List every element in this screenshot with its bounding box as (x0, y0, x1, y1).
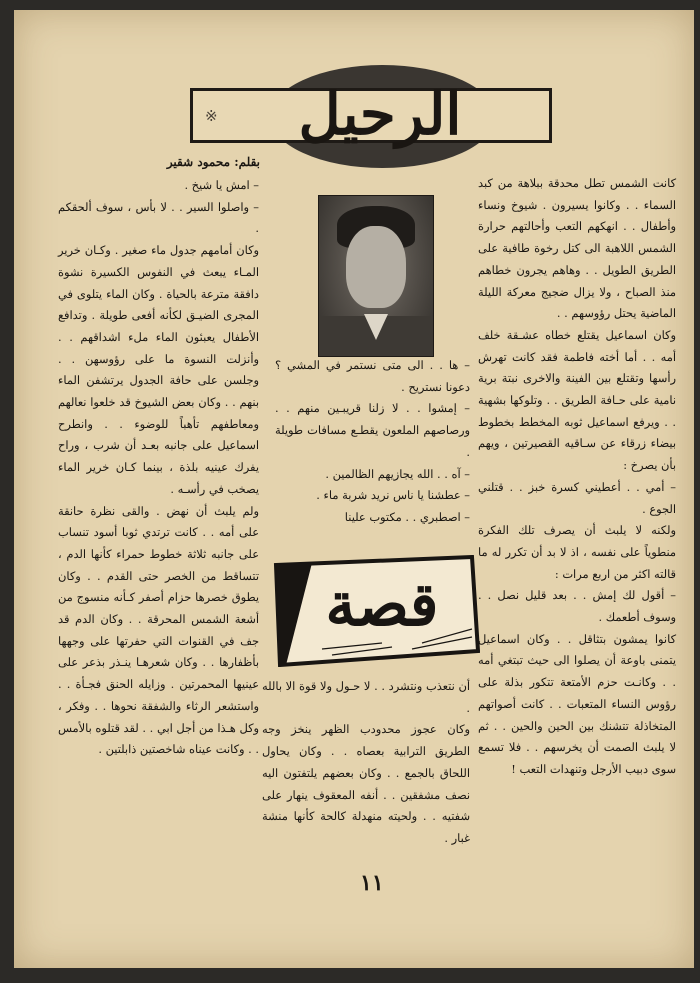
paragraph: كانوا يمشون بتثاقل . . وكان اسماعيل يتمنى باوعة أن يصلوا الى حيث تبتغي أمه . . وكانـت حزم الأمتعة تتكور بذلة على رؤوس النساء المتعبات . . كانت أصواتهم المتخاذلة تتشنك بين الحين والحين . . ثم لا يلبث الصمت أن يخرسهم . . فلا تسمع سوى دبيب الأرجل وتنهدات التعب ! (478, 631, 676, 776)
paragraph: أن نتعذب ونتشرد . . لا حـول ولا قوة الا بالله . (262, 679, 470, 715)
paragraph: – عطشنا يا ناس نريد شربة ماء . (316, 488, 470, 503)
paragraph: – أقول لك إمش . . بعد قليل نصل . . وسوف أطعمك . (478, 588, 676, 625)
text-column-middle-lower (262, 676, 470, 850)
paragraph: ولكنه لا يلبث أن يصرف تلك الفكرة منطوياً على نفسه ، اذ لا بد أن تكرر له ما قالته اكثر من اربع مرات : (478, 523, 676, 581)
story-section-logo (272, 555, 480, 667)
paragraph: وكان عجوز محدودب الظهر ينخز وجه الطريق الترابية بعصاه . . وكان يحاول اللحاق بالجمع . . وكان بعضهم يلتفتون اليه نصف مشفقين . . أنفه المعقوف ينهار على شفتيه . . ولحيته منهدلة كالحة كأنها منشة غبار . (262, 722, 470, 845)
paragraph: – أمي . . أعطيني كسرة خبز . . قتلني الجوع . (478, 479, 676, 516)
paragraph: – امش يا شيخ . (184, 178, 259, 192)
paragraph: – ها . . الى متى نستمر في المشي ؟ دعونا نستريح . (275, 358, 470, 394)
portrait-face (346, 226, 406, 308)
author-portrait-photo (318, 195, 434, 357)
paragraph: – واصلوا السير . . لا بأس ، سوف ألحقكم . (58, 199, 259, 236)
paragraph: كانت الشمس تطل محدقة ببلاهة من كبد السماء . . وكانوا يسيرون . شيوخ ونساء وأطفال . . انهكهم التعب وأحالتهم حرارة الشمس اللاهبة الى كتل رخوة طافية على الطريق الطويل . . وهاهم يجرون خطاهم منذ الصباح ، ولا يزال ضجيج معركة الليلة الماضية يحتل رؤوسهم . . (478, 176, 676, 321)
paragraph: ولم يلبث أن نهض . والقى نظرة حانقة على أمه . . كانت ترتدي ثوبا أسود تنساب على جانبه ثلاثة خطوط حمراء كأنها الدم ، تتساقط من الخصر حتى القدم . . وكان يطوق خصرها حزام أصفر كـأنه منسوج من أشعة الشمس المحرقة . . وكان الدم قد جف في القنوات التي حفرتها على وجهها بأظفارها . . وكان شعرهـا ينـذر بذعر على عينيها المحمرتين . وزايله الحنق فجـأة . . واستشعر الرثاء والشفقة نحوها . . وفكر ، وكل هـذا من أجل ابي . . لقد قتلوه بالأمس . . وكانت عيناه شاخصتين ذابلتين . (58, 503, 259, 757)
paragraph: وكان اسماعيل يقتلع خطاه عشـقة خلف أمه . . أما أخته فاطمة فقد كانت تهرش رأسها وتقتلع بين الفينة والاخرى نبتة برية نامية على حـافة الطريق . . وتلوكها بشهية . . ويرفع اسماعيل ثوبه المخطط بخطوط بيضاء زرقاء عن سـاقيه القصيرتين ، ويهم بأن يصرخ : (478, 327, 676, 473)
title-decoration-mark: ※ (205, 107, 218, 125)
text-column-right (478, 173, 676, 781)
text-column-middle (275, 355, 470, 529)
paragraph: – إمشوا . . لا زلنا قريبـين منهم . . ورصاصهم الملعون يقطـع مسافات طويلة . (275, 401, 470, 459)
page-number: ١١ (360, 870, 384, 896)
paragraph: – اصطبري . . مكتوب علينا (344, 509, 470, 524)
paragraph: وكان أمامهم جدول ماء صغير . وكـان خرير المـاء يبعث في النفوس الكسيرة نشوة دافقة مترعة بالحياة . وكان الماء يتلوى في المجرى الضيـق لكأنه أفعى طويلة . وتدافع الأطفال يعبئون الماء ملء اشداقهم . . وأنزلت النسوة ما على رؤوسهن . . وجلسن على حافة الجدول يرتشفن الماء بنهم . . وكان بعض الشيوخ قد خلعوا نعالهم ومعاطفهم تأهباً للوضوء . . وانطرح اسماعيل على جانبه بعـد أن شرب ، وراح يفرك عينيه بلذة ، بينما كـان خرير الماء يصخب في رأسـه . (58, 243, 259, 496)
author-byline: بقلم: محمود شقير (166, 155, 260, 169)
paragraph: – آه . . الله يجازيهم الظالمين . (325, 466, 470, 481)
text-column-left (58, 175, 259, 761)
section-label-text: قصة (325, 570, 439, 640)
story-title: الرحيل (298, 80, 462, 148)
